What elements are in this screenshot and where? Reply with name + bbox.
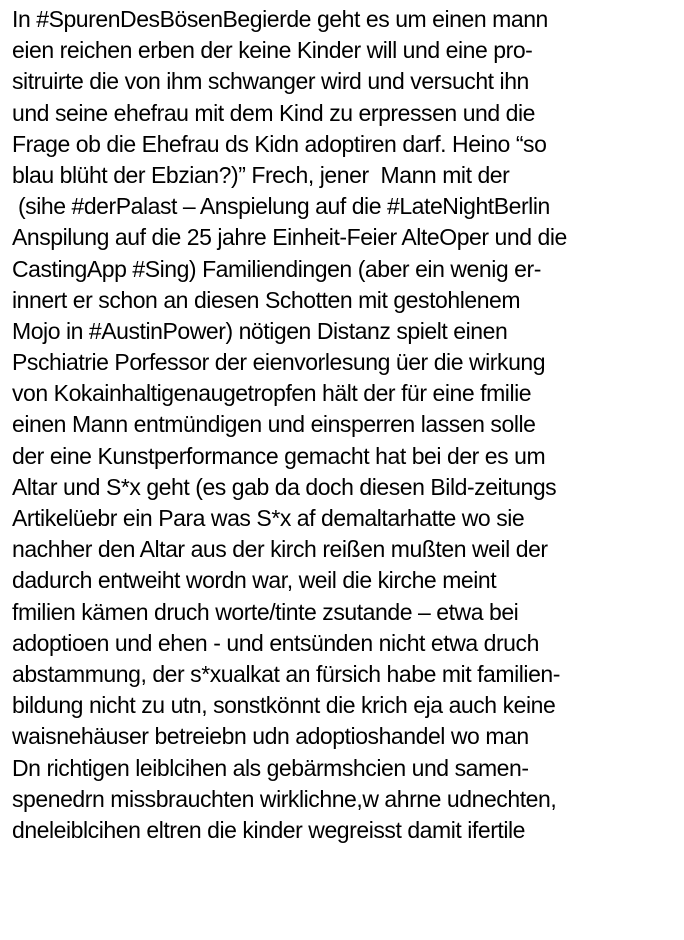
text-line-9: CastingApp #Sing) Familiendingen (aber ein wenig er- — [12, 255, 541, 282]
text-line-2: eien reichen erben der keine Kinder will und eine pro- — [12, 37, 533, 64]
text-line-1: In #SpurenDesBösenBegierde geht es um einen mann — [12, 6, 548, 32]
text-line-7: (sihe #derPalast – Anspielung auf die #LateNightBerlin — [12, 193, 550, 220]
text-line-5: Frage ob die Ehefrau ds Kidn adoptiren darf. Heino “so — [12, 130, 547, 157]
text-line-18: nachher den Altar aus der kirch reißen mußten weil der — [12, 536, 548, 563]
text-line-15: der eine Kunstperformance gemacht hat bei der es um — [12, 442, 546, 469]
text-line-19: dadurch entweiht wordn war, weil die kirche meint — [12, 567, 497, 594]
text-line-27: dneleiblcihen eltren die kinder wegreisst damit ifertile — [12, 816, 526, 843]
text-line-3: sitruirte die von ihm schwanger wird und versucht ihn — [12, 68, 529, 95]
text-line-6: blau blüht der Ebzian?)” Frech, jener Mann mit der — [12, 161, 510, 188]
text-line-17: Artikelüebr ein Para was S*x af demaltarhatte wo sie — [12, 505, 525, 531]
text-line-26: spenedrn missbrauchten wirklichne,w ahrne udnechten, — [12, 785, 557, 812]
text-line-13: von Kokainhaltigenaugetropfen hält der für eine fmilie — [12, 380, 532, 407]
text-line-14: einen Mann entmündigen und einsperren lassen solle — [12, 411, 536, 438]
text-line-12: Pschiatrie Porfessor der eienvorlesung üer die wirkung — [12, 349, 546, 376]
text-line-21: adoptioen und ehen - und entsünden nicht etwa druch — [12, 629, 539, 656]
text-line-4: und seine ehefrau mit dem Kind zu erpressen und die — [12, 99, 535, 126]
text-line-22: abstammung, der s*xualkat an fürsich habe mit familien- — [12, 660, 560, 687]
text-line-8: Anspilung auf die 25 jahre Einheit-Feier AlteOper und die — [12, 224, 567, 251]
text-line-10: innert er schon an diesen Schotten mit gestohlenem — [12, 286, 521, 313]
document-text — [12, 4, 682, 846]
text-line-20: fmilien kämen druch worte/tinte zsutande – etwa bei — [12, 598, 519, 625]
text-line-16: Altar und S*x geht (es gab da doch diesen Bild-zeitungs — [12, 473, 557, 500]
text-line-24: waisnehäuser betreiebn udn adoptioshandel wo man — [12, 723, 529, 750]
text-line-23: bildung nicht zu utn, sonstkönnt die krich eja auch keine — [12, 692, 556, 719]
text-line-25: Dn richtigen leiblcihen als gebärmshcien und samen- — [12, 754, 529, 781]
text-line-11: Mojo in #AustinPower) nötigen Distanz spielt einen — [12, 317, 508, 344]
